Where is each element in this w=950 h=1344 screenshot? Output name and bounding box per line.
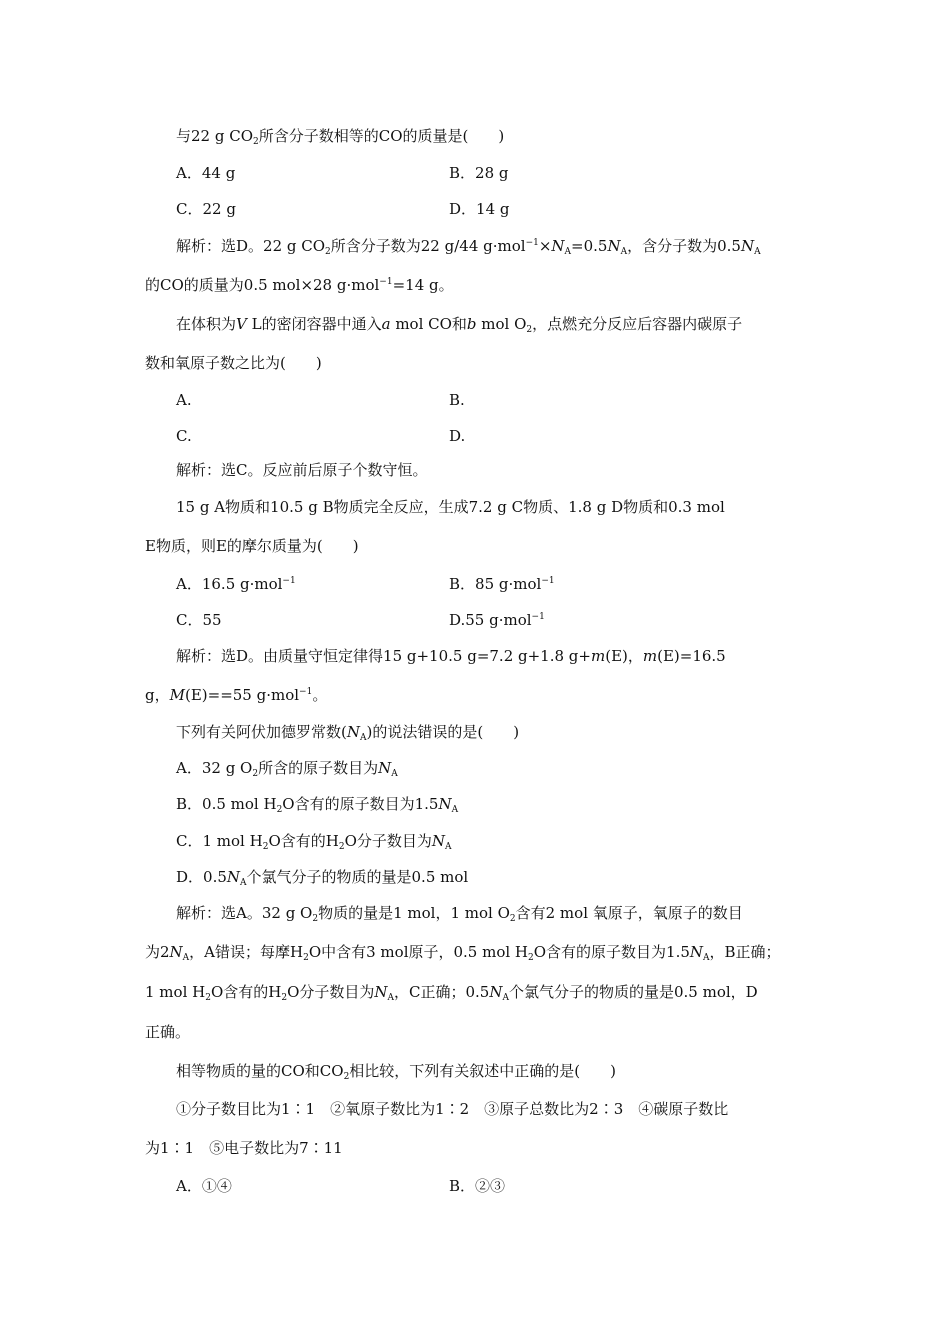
q1-option-c: C．22 g (176, 200, 236, 218)
q1-analysis-line1: 解析：选D。22 g $CO_2$所含分子数为22 g/44 $g\cdot mol^{-1}\times N_A=0.5N_A$，含分子数为$0.5N_A$ (176, 237, 761, 257)
q5-option-b: B．②③ (449, 1177, 506, 1195)
q2-option-d: D. (449, 427, 466, 445)
q3-stem-line2: E物质，则E的摩尔质量为( ) (145, 537, 359, 555)
q2-stem-line2: 数和氧原子数之比为( ) (145, 354, 322, 372)
q1-stem: 与22 g $CO_2$所含分子数相等的CO的质量是( ) (176, 127, 505, 147)
q4-analysis-line1: 解析：选A。32 g $O_2$物质的量是1 mol，1 mol $O_2$含有2 mol 氧原子，氧原子的数目 (176, 904, 743, 924)
q2-option-c: C. (176, 427, 192, 445)
q3-option-a: A．16.5 g·mol$^{-1}$ (176, 575, 296, 593)
q1-option-b: B．28 g (449, 164, 509, 182)
q5-items-line1: ①分子数目比为1∶1 ②氧原子数比为1∶2 ③原子总数比为2∶3 ④碳原子数比 (176, 1100, 729, 1118)
q3-analysis-line1: 解析：选D。由质量守恒定律得15 g+10.5 g=7.2 g+1.8 g+m(E)，m(E)=16.5 (176, 647, 726, 665)
q2-option-a: A. (176, 391, 192, 409)
q4-option-d: D．$0.5N_A$个氯气分子的物质的量是0.5 mol (176, 868, 469, 888)
q4-option-c: C．1 mol $H_2O$含有的$H_2O$分子数目为$N_A$ (176, 832, 452, 852)
q3-stem-line1: 15 g A物质和10.5 g B物质完全反应，生成7.2 g C物质、1.8 g D物质和0.3 mol (176, 498, 725, 516)
q4-option-b: B．0.5 mol $H_2O$含有的原子数目为$1.5N_A$ (176, 795, 459, 815)
q3-option-c: C．55 (176, 611, 222, 629)
q1-option-d: D．14 g (449, 200, 510, 218)
q1-analysis-line2: 的CO的质量为0.5 mol×28 g·mol$^{-1}$=14 g。 (145, 276, 454, 294)
q4-analysis-line4: 正确。 (145, 1023, 191, 1041)
q3-analysis-line2: g，M(E)==55 g·mol$^{-1}$。 (145, 686, 328, 704)
q2-analysis: 解析：选C。反应前后原子个数守恒。 (176, 461, 428, 479)
q5-items-line2: 为1∶1 ⑤电子数比为7∶11 (145, 1139, 343, 1157)
q2-option-b: B. (449, 391, 465, 409)
q3-option-d: D.55 g·mol$^{-1}$ (449, 611, 545, 629)
q4-stem: 下列有关阿伏加德罗常数$(N_A)$的说法错误的是( ) (176, 723, 520, 743)
q4-option-a: A．32 g $O_2$所含的原子数目为$N_A$ (176, 759, 398, 779)
q4-analysis-line3: 1 mol $H_2O$含有的$H_2O$分子数目为$N_A$，C正确；$0.5N_A$个氯气分子的物质的量是0.5 mol，D (145, 983, 758, 1003)
q5-option-a: A．①④ (176, 1177, 232, 1195)
q1-option-a: A．44 g (176, 164, 236, 182)
q2-stem-line1: 在体积为V L的密闭容器中通入a mol CO和b mol $O_2$，点燃充分反应后容器内碳原子 (176, 315, 743, 335)
q4-analysis-line2: 为$2N_A$，A错误；每摩$H_2O$中含有3 mol原子，0.5 mol $H_2O$含有的原子数目为$1.5N_A$，B正确； (145, 943, 781, 963)
q5-stem: 相等物质的量的CO和$CO_2$相比较，下列有关叙述中正确的是( ) (176, 1062, 617, 1082)
q3-option-b: B．85 g·mol$^{-1}$ (449, 575, 555, 593)
